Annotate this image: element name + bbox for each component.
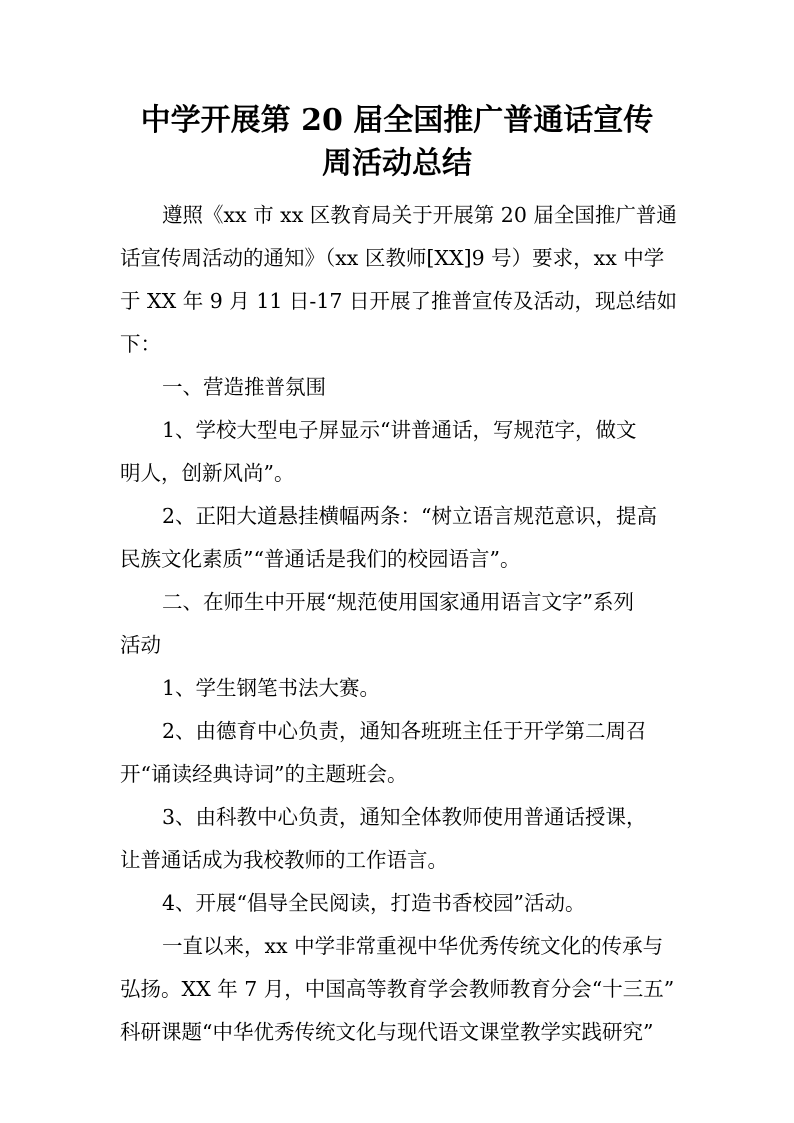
list-item-line: 让普通话成为我校教师的工作语言。	[120, 848, 448, 872]
document-title-line-1: 中学开展第 20 届全国推广普通话宣传	[140, 103, 654, 138]
body-paragraph-line: 弘扬。XX 年 7 月，中国高等教育学会教师教育分会“十三五”	[120, 977, 675, 1001]
list-item-line: 3、由科教中心负责，通知全体教师使用普通话授课，	[162, 805, 647, 829]
paragraph-intro-line: 话宣传周活动的通知》（xx 区教师[XX]9 号）要求，xx 中学	[120, 246, 665, 270]
body-paragraph-line: 科研课题“中华优秀传统文化与现代语文课堂教学实践研究”	[120, 1020, 654, 1044]
section-heading-2: 活动	[120, 633, 161, 657]
list-item-line: 明人，创新风尚”。	[120, 461, 295, 485]
list-item-line: 4、开展“倡导全民阅读，打造书香校园”活动。	[162, 891, 586, 915]
section-heading-2: 二、在师生中开展“规范使用国家通用语言文字”系列	[162, 590, 634, 614]
body-paragraph-line: 一直以来，xx 中学非常重视中华优秀传统文化的传承与	[162, 934, 664, 958]
paragraph-intro-line: 下：	[120, 332, 161, 356]
list-item-line: 1、学生钢笔书法大赛。	[162, 676, 381, 700]
section-heading-1: 一、营造推普氛围	[162, 375, 326, 399]
list-item-line: 开“诵读经典诗词”的主题班会。	[120, 762, 408, 786]
paragraph-intro-line: 于 XX 年 9 月 11 日-17 日开展了推普宣传及活动，现总结如	[120, 289, 677, 313]
list-item-line: 民族文化素质”“普通话是我们的校园语言”。	[120, 547, 521, 571]
document-title-line-2: 周活动总结	[322, 146, 472, 181]
list-item-line: 2、正阳大道悬挂横幅两条：“树立语言规范意识，提高	[162, 504, 658, 528]
list-item-line: 2、由德育中心负责，通知各班班主任于开学第二周召	[162, 719, 647, 743]
list-item-line: 1、学校大型电子屏显示“讲普通话，写规范字，做文	[162, 418, 637, 442]
paragraph-intro-line: 遵照《xx 市 xx 区教育局关于开展第 20 届全国推广普通	[162, 203, 677, 227]
